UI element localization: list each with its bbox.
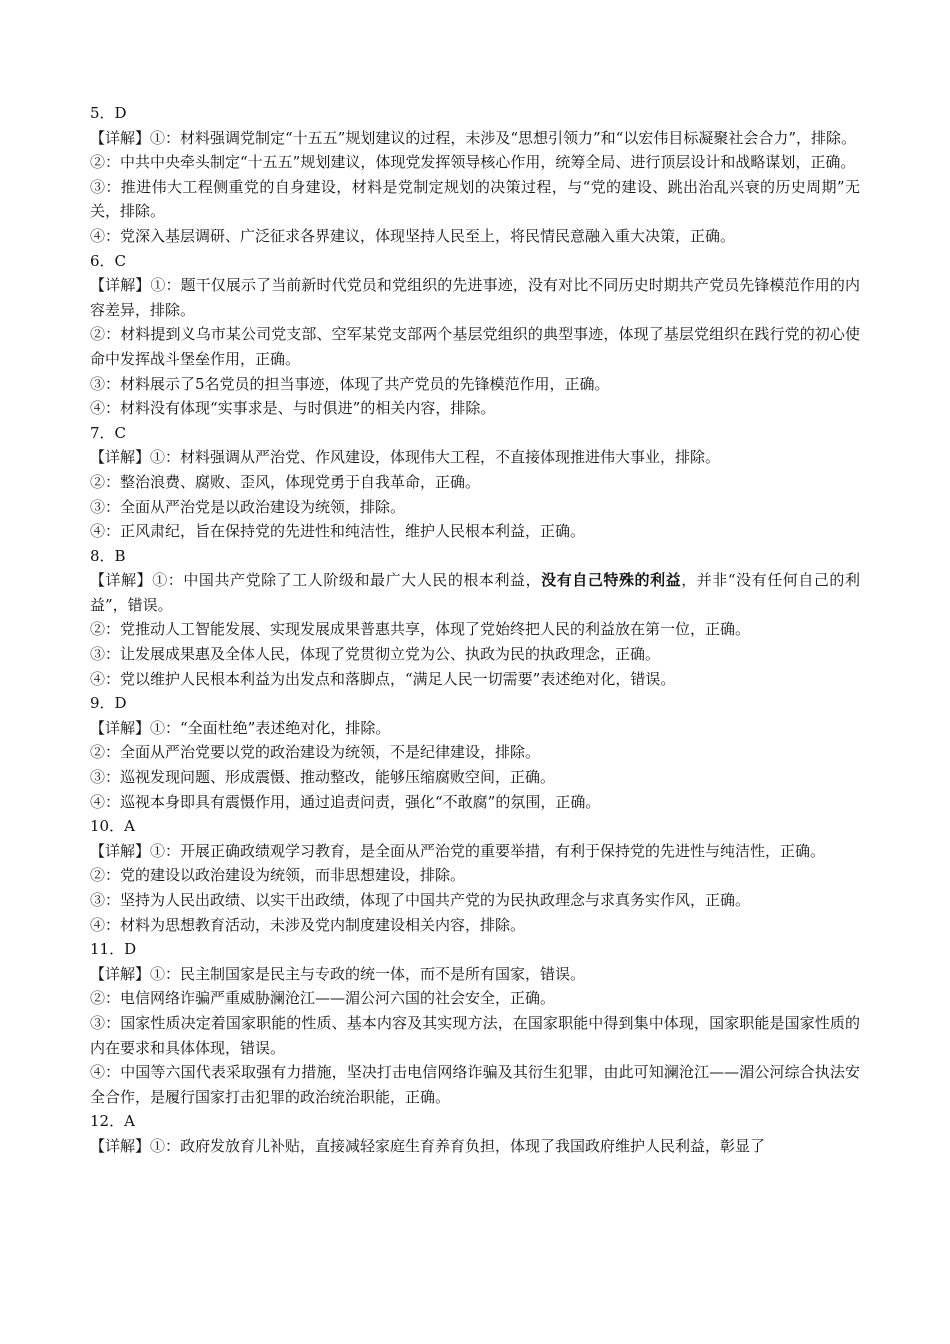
explanation-line: ②：党的建设以政治建设为统领，而非思想建设，排除。: [90, 866, 466, 885]
explanation-line-with-emphasis: 【详解】①：中国共产党除了工人阶级和最广大人民的根本利益，没有自己特殊的利益，并非“没有任何自己的利益”，错误。: [90, 571, 860, 614]
explanation-line: ③：国家性质决定着国家职能的性质、基本内容及其实现方法，在国家职能中得到集中体现，国家职能是国家性质的内在要求和具体体现，错误。: [90, 1013, 860, 1057]
explanation-line: 【详解】①：题干仅展示了当前新时代党员和党组织的先进事迹，没有对比不同历史时期共产党员先锋模范作用的内容差异，排除。: [90, 276, 860, 319]
explanation-line: ③：全面从严治党是以政治建设为统领，排除。: [90, 497, 406, 516]
explanation-line: ③：推进伟大工程侧重党的自身建设，材料是党制定规划的决策过程，与“党的建设、跳出治乱兴衰的历史周期”无关，排除。: [90, 177, 860, 221]
question-6: [90, 249, 860, 421]
question-number: 8．B: [90, 546, 126, 565]
question-8: [90, 544, 860, 692]
explanation-line: 【详解】①：民主制国家是民主与专政的统一体，而不是所有国家，错误。: [90, 964, 586, 983]
question-number: 7．C: [90, 423, 127, 442]
question-number: 9．D: [90, 694, 127, 713]
explanation-line: ④：党以维护人民根本利益为出发点和落脚点，“满足人民一切需要”表述绝对化，错误。: [90, 669, 676, 688]
explanation-line: ③：材料展示了5名党员的担当事迹，体现了共产党员的先锋模范作用，正确。: [90, 374, 610, 393]
explanation-line: ④：材料为思想教育活动，未涉及党内制度建设相关内容，排除。: [90, 915, 526, 934]
question-5: [90, 101, 860, 249]
question-number: 12．A: [90, 1112, 135, 1131]
explanation-line: 【详解】①：“全面杜绝”表述绝对化，排除。: [90, 718, 391, 737]
explanation-line: ②：电信网络诈骗严重威胁澜沧江——湄公河六国的社会安全，正确。: [90, 989, 556, 1008]
explanation-line: ③：让发展成果惠及全体人民，体现了党贯彻立党为公、执政为民的执政理念，正确。: [90, 645, 661, 664]
explanation-line: ③：巡视发现问题、形成震慑、推动整改，能够压缩腐败空间，正确。: [90, 768, 556, 787]
explanation-line: 【详解】①：材料强调党制定“十五五”规划建议的过程，未涉及“思想引领力”和“以宏伟目标凝聚社会合力”，排除。: [90, 128, 857, 147]
explanation-line: ②：整治浪费、腐败、歪风，体现党勇于自我革命，正确。: [90, 472, 481, 491]
explanation-line: ②：全面从严治党要以党的政治建设为统领，不是纪律建设，排除。: [90, 743, 541, 762]
explanation-line: 【详解】①：开展正确政绩观学习教育，是全面从严治党的重要举措，有利于保持党的先进性与纯洁性，正确。: [90, 841, 826, 860]
explanation-line: ④：正风肃纪，旨在保持党的先进性和纯洁性，维护人民根本利益，正确。: [90, 522, 586, 541]
explanation-line: ④：中国等六国代表采取强有力措施，坚决打击电信网络诈骗及其衍生犯罪，由此可知澜沧江——湄公河综合执法安全合作，是履行国家打击犯罪的政治统治职能，正确。: [90, 1063, 860, 1106]
explanation-line: ④：材料没有体现“实事求是、与时俱进”的相关内容，排除。: [90, 399, 496, 418]
question-number: 10．A: [90, 817, 135, 836]
explanation-line: ②：材料提到义乌市某公司党支部、空军某党支部两个基层党组织的典型事迹，体现了基层党组织在践行党的初心使命中发挥战斗堡垒作用，正确。: [90, 325, 860, 368]
explanation-line: ④：党深入基层调研、广泛征求各界建议，体现坚持人民至上，将民情民意融入重大决策，正确。: [90, 226, 736, 245]
question-number: 6．C: [90, 251, 127, 270]
explanation-line: ②：中共中央牵头制定“十五五”规划建议，体现党发挥领导核心作用，统筹全局、进行顶层设计和战略谋划，正确。: [90, 153, 856, 172]
explanation-line: ②：党推动人工智能发展、实现发展成果普惠共享，体现了党始终把人民的利益放在第一位，正确。: [90, 620, 751, 639]
question-number: 5．D: [90, 104, 127, 122]
question-7: [90, 421, 860, 544]
explanation-line: ④：巡视本身即具有震慑作用，通过追责问责，强化“不敢腐”的氛围，正确。: [90, 792, 601, 811]
explanation-line: ③：坚持为人民出政绩、以实干出政绩，体现了中国共产党的为民执政理念与求真务实作风，正确。: [90, 891, 751, 909]
question-number: 11．D: [90, 940, 137, 959]
answer-explanations: [90, 101, 860, 1159]
explanation-line: 【详解】①：政府发放育儿补贴，直接减轻家庭生育养育负担，体现了我国政府维护人民利益，彰显了: [90, 1136, 766, 1155]
question-9: [90, 691, 860, 814]
question-11: [90, 937, 860, 1109]
question-10: [90, 814, 860, 937]
question-12: [90, 1109, 860, 1158]
explanation-line: 【详解】①：材料强调从严治党、作风建设，体现伟大工程，不直接体现推进伟大事业，排除。: [90, 448, 721, 467]
emphasized-text: 没有自己特殊的利益: [541, 571, 682, 590]
